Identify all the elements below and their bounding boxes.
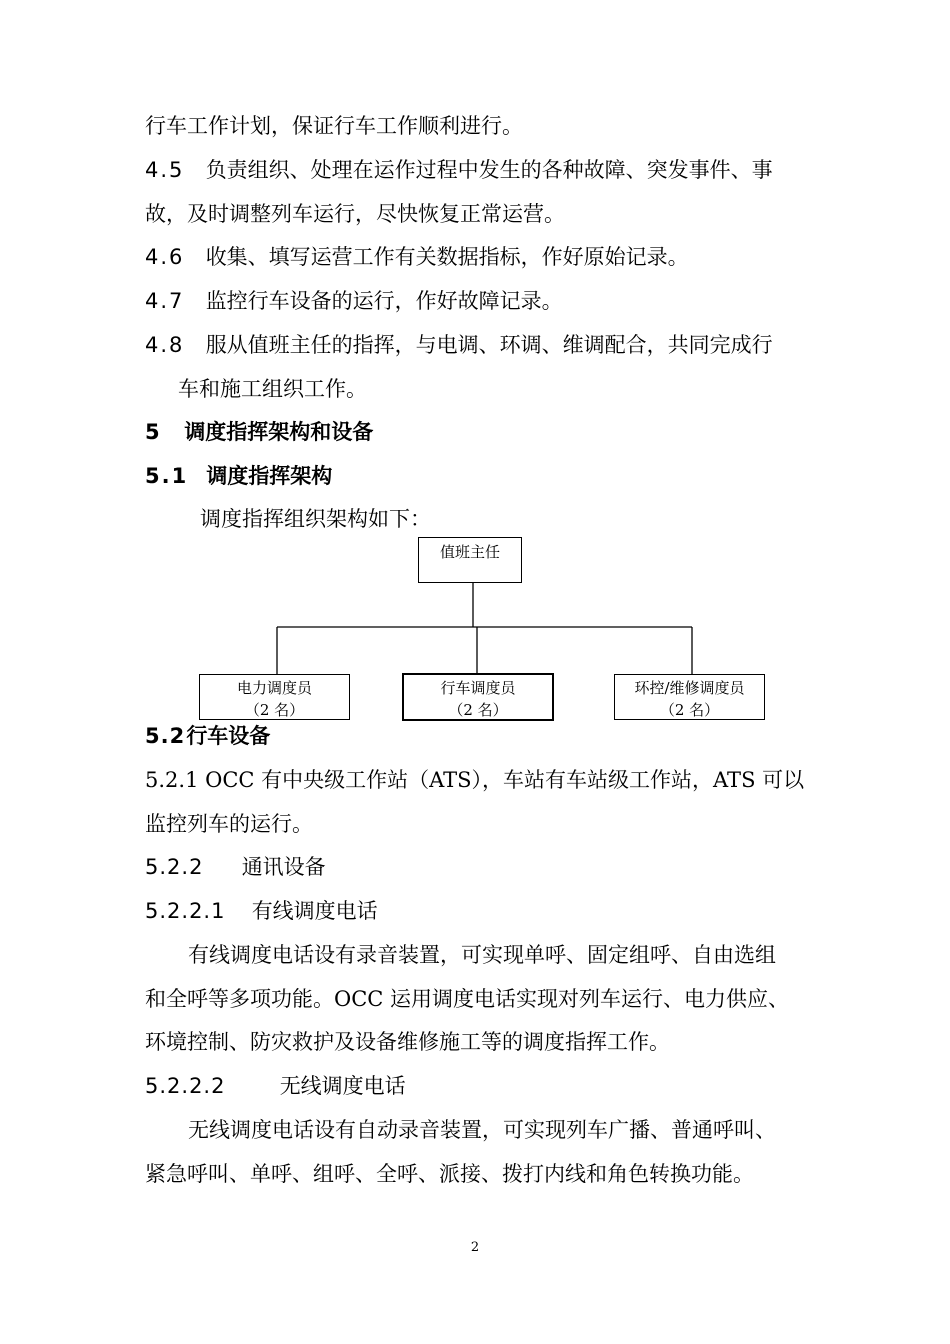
page-number: 2: [470, 1240, 480, 1255]
section-title: 调度指挥架构: [206, 464, 333, 488]
paragraph-line: [200, 505, 431, 533]
org-box-label: 值班主任: [439, 543, 500, 561]
paragraph-line: [145, 853, 326, 881]
item-number: 4.7: [145, 289, 185, 313]
paragraph-line: [178, 375, 367, 403]
paragraph-text: 环境控制、防灾救护及设备维修施工等的调度指挥工作。: [145, 1030, 670, 1054]
paragraph-text: 有线调度电话设有录音装置，可实现单呼、固定组呼、自由选组: [188, 943, 776, 967]
org-box-root: [418, 537, 522, 583]
paragraph-line: [145, 287, 563, 315]
org-box-label: 行车调度员: [440, 679, 516, 697]
paragraph-text: 紧急呼叫、单呼、组呼、全呼、派接、拨打内线和角色转换功能。: [145, 1162, 754, 1186]
paragraph-text: 通讯设备: [241, 855, 326, 879]
paragraph-text: 服从值班主任的指挥，与电调、环调、维调配合，共同完成行: [205, 333, 773, 357]
paragraph-line: [145, 112, 523, 140]
section-number: 5.1: [145, 464, 189, 488]
paragraph-line: [145, 156, 773, 184]
paragraph-text: 负责组织、处理在运作过程中发生的各种故障、突发事件、事: [205, 158, 773, 182]
paragraph-line: [145, 1028, 670, 1056]
paragraph-text: 收集、填写运营工作有关数据指标，作好原始记录。: [205, 245, 689, 269]
section-title: 调度指挥架构和设备: [184, 420, 374, 444]
paragraph-text: 故，及时调整列车运行，尽快恢复正常运营。: [145, 202, 565, 226]
org-box-count: （2 名）: [448, 701, 508, 719]
org-box-label: 环控/维修调度员: [634, 679, 745, 697]
paragraph-line: [145, 766, 804, 794]
paragraph-line: [145, 243, 689, 271]
item-number: 4.6: [145, 245, 185, 269]
org-box-child: [614, 674, 765, 720]
paragraph-line: [145, 331, 773, 359]
org-box-count: （2 名）: [659, 701, 720, 719]
org-box-child: [199, 674, 350, 720]
subsection-heading: [145, 722, 270, 750]
paragraph-text: 监控行车设备的运行，作好故障记录。: [205, 289, 563, 313]
paragraph-text: 和全呼等多项功能。OCC 运用调度电话实现对列车运行、电力供应、: [145, 987, 790, 1011]
paragraph-line: [145, 1072, 406, 1100]
paragraph-line: [188, 1116, 776, 1144]
paragraph-text: 调度指挥组织架构如下：: [200, 507, 431, 531]
paragraph-text: 无线调度电话设有自动录音装置，可实现列车广播、普通呼叫、: [188, 1118, 776, 1142]
item-number: 5.2.2: [145, 855, 204, 879]
paragraph-text: 行车工作计划，保证行车工作顺利进行。: [145, 114, 523, 138]
section-number: 5.2: [145, 724, 186, 748]
section-heading: [145, 418, 373, 446]
section-number: 5: [145, 420, 162, 444]
paragraph-line: [145, 1160, 754, 1188]
paragraph-text: 监控列车的运行。: [145, 812, 313, 836]
paragraph-text: 有线调度电话: [251, 899, 378, 923]
org-box-label: 电力调度员: [236, 679, 312, 697]
subsection-heading: [145, 462, 332, 490]
paragraph-text: 车和施工组织工作。: [178, 377, 367, 401]
paragraph-line: [145, 200, 565, 228]
paragraph-line: [145, 985, 789, 1013]
item-number: 5.2.2.1: [145, 899, 226, 923]
paragraph-line: [145, 897, 378, 925]
section-title: 行车设备: [186, 724, 271, 748]
org-box-child: [402, 673, 554, 721]
item-number: 4.5: [145, 158, 185, 182]
paragraph-line: [188, 941, 776, 969]
item-number: 5.2.2.2: [145, 1074, 226, 1098]
item-number: 4.8: [145, 333, 185, 357]
paragraph-line: [145, 810, 313, 838]
org-box-count: （2 名）: [244, 701, 305, 719]
paragraph-text: 5.2.1 OCC 有中央级工作站（ATS），车站有车站级工作站，ATS 可以: [145, 768, 805, 792]
paragraph-text: 无线调度电话: [279, 1074, 406, 1098]
